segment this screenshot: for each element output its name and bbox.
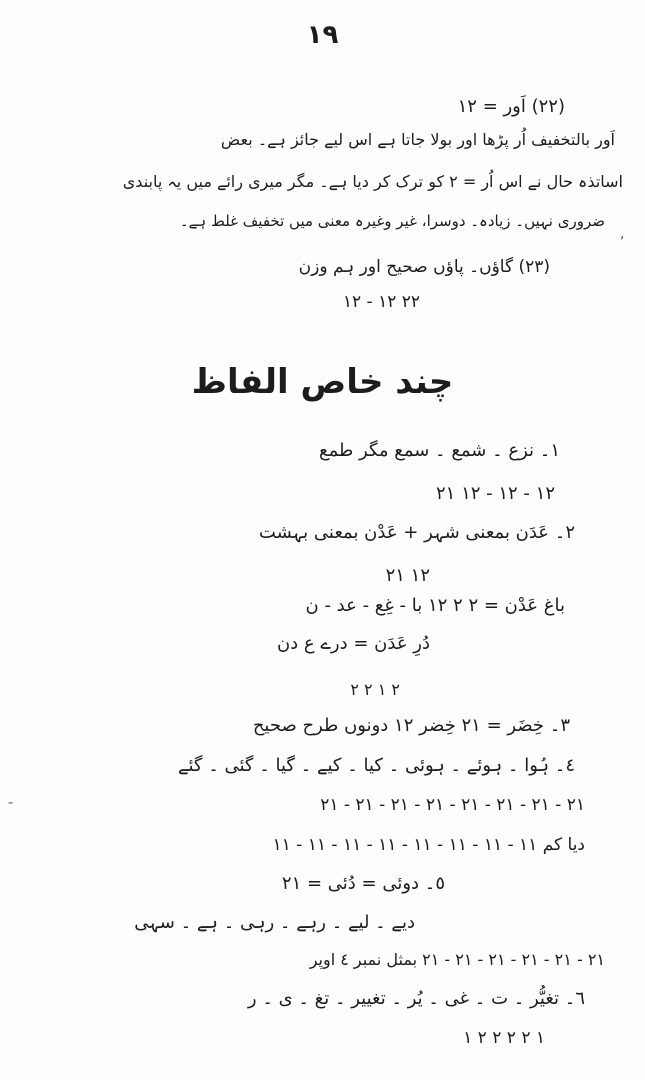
section-heading: چند خاص الفاظ	[191, 362, 454, 402]
item-1-scansion: ١٢ - ١٢ - ١٢ ٢١	[435, 483, 555, 504]
item-5-line: ٥۔ دوئی = دُئی = ٢١	[281, 873, 445, 894]
item-4-alt-scansion: دیا کم ١١ - ١١ - ١١ - ١١ - ١١ - ١١ - ١١ - ١١	[272, 835, 585, 855]
item-3-line: ٣۔ خِضَر = ٢١ خِضر ١٢ دونوں طرح صحیح	[252, 715, 570, 736]
paragraph-line-3: ضروری نہیں۔ زیادہ۔ دوسرا، غیر وغیرہ معنی میں تخفیف غلط ہے۔	[179, 212, 605, 230]
page-number: ١٩	[306, 20, 339, 50]
item-6-scansion: ١ ٢ ٢ ٢ ٢ ١	[463, 1028, 545, 1048]
item-1-line: ١۔ نزع ۔ شمع ۔ سمع مگر طمع	[318, 440, 560, 461]
item-2-line: ٢۔ عَدَن بمعنی شہر + عَدْن بمعنی بہشت	[258, 522, 575, 543]
item-2-scansion: ١٢ ٢١	[385, 565, 430, 586]
item-23-line: (٢٣) گاؤں۔ پاؤں صحیح اور ہم وزن	[298, 257, 550, 277]
item-5-scansion: ٢١ - ٢١ - ٢١ - ٢١ - ٢١ - ٢١ بمثل نمبر ٤ اوپر	[309, 950, 605, 969]
item-2-compound-b: دُرِ عَدَن = درے ع دن	[276, 633, 430, 654]
item-2-compound-scansion: ٢ ١ ٢ ٢	[350, 680, 400, 699]
item-5-words: دیے ۔ لیے ۔ رہے ۔ رہی ۔ ہے ۔ سہی	[134, 912, 415, 933]
item-22-line: (٢٢) اَور = ١٢	[457, 96, 565, 117]
paragraph-line-1: اَور بالتخفیف اُر پڑھا اور بولا جاتا ہے اس لیے جائز ہے۔ بعض	[220, 130, 615, 149]
item-4-line: ٤۔ ہُوا ۔ ہوئے ۔ ہوئی ۔ کیا ۔ کیے ۔ گیا ۔ گئی ۔ گئے	[177, 755, 575, 776]
margin-mark: -	[8, 795, 14, 811]
item-6-line: ٦۔ تغیُّر ۔ ت ۔ غی ۔ یُر ۔ تغییر ۔ تغ ۔ ی ۔ ر	[247, 988, 585, 1009]
item-2-compound-a: باغ عَدْن = ٢ ٢ ١٢ با - غِع - عد - ن	[305, 595, 565, 616]
item-4-scansion: ٢١ - ٢١ - ٢١ - ٢١ - ٢١ - ٢١ - ٢١ - ٢١	[320, 795, 585, 815]
paragraph-line-2: اساتذہ حال نے اس اُر = ٢ کو ترک کر دیا ہے۔ مگر میری رائے میں یہ پابندی	[122, 172, 623, 191]
margin-mark: ,	[620, 226, 625, 242]
item-23-scansion: ٢٢ ١٢ - ١٢	[342, 292, 420, 312]
